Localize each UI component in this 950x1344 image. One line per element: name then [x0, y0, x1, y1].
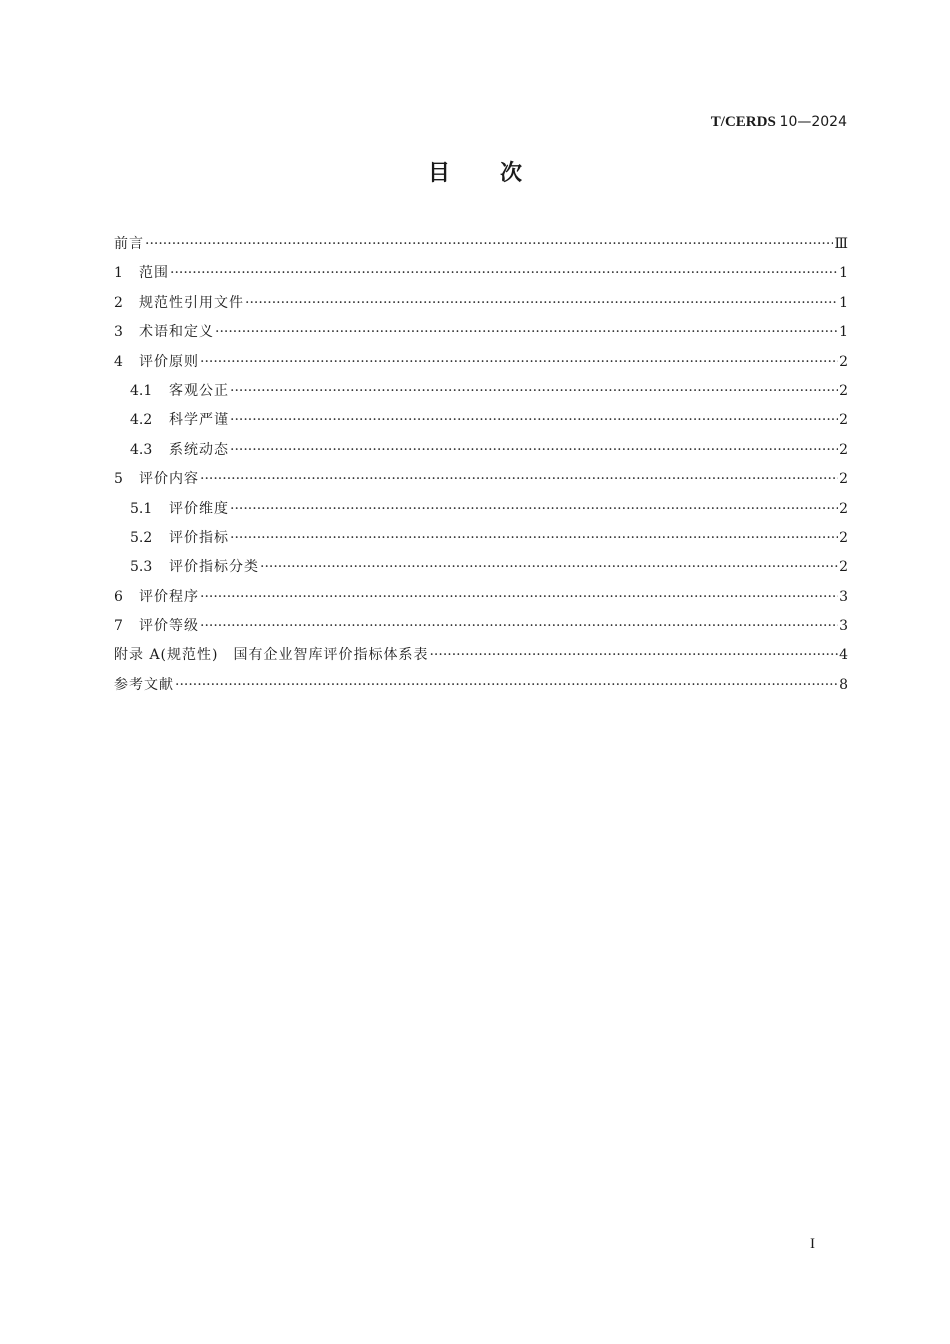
- toc-entry[interactable]: [114, 641, 848, 670]
- toc-dot-leader: [230, 436, 838, 465]
- toc-dot-leader: [200, 465, 838, 494]
- toc-entry[interactable]: [114, 406, 848, 435]
- toc-entry-label: 参考文献: [114, 676, 174, 693]
- toc-entry[interactable]: [114, 436, 848, 465]
- toc-dot-leader: [200, 612, 838, 641]
- toc-entry-number: 7: [114, 618, 123, 635]
- toc-dot-leader: [230, 495, 838, 524]
- toc-entry-label: 术语和定义: [139, 324, 214, 341]
- toc-dot-leader: [215, 318, 838, 347]
- toc-entry-label: 评价原则: [139, 353, 199, 370]
- toc-entry-number: 4.3: [130, 441, 153, 458]
- toc-entry-number: 1: [114, 265, 123, 282]
- toc-entry-label: 评价指标分类: [169, 559, 259, 576]
- page-number: I: [810, 1236, 815, 1252]
- toc-entry[interactable]: [114, 348, 848, 377]
- toc-entry-number: 2: [114, 294, 123, 311]
- toc-dot-leader: [145, 230, 833, 259]
- toc-entry-label: 评价内容: [139, 471, 199, 488]
- toc-entry-page: 1: [839, 324, 848, 341]
- toc-entry-page: Ⅲ: [834, 236, 848, 252]
- toc-entry-label: 附录 A(规范性) 国有企业智库评价指标体系表: [114, 647, 429, 664]
- toc-entry[interactable]: [114, 671, 848, 700]
- toc-entry-label: 评价程序: [139, 588, 199, 605]
- document-code: [711, 114, 847, 131]
- toc-entry-page: 2: [839, 471, 848, 488]
- toc-entry-number: 5.3: [130, 559, 153, 576]
- toc-entry[interactable]: [114, 495, 848, 524]
- toc-entry-page: 2: [839, 529, 848, 546]
- toc-dot-leader: [200, 583, 838, 612]
- toc-entry-page: 2: [839, 559, 848, 576]
- toc-entry-label: 科学严谨: [169, 412, 229, 429]
- table-of-contents: [114, 230, 848, 700]
- toc-entry-number: 4.1: [130, 382, 153, 399]
- toc-entry-label: 系统动态: [169, 441, 229, 458]
- toc-entry[interactable]: [114, 318, 848, 347]
- toc-entry-page: 8: [839, 676, 848, 693]
- toc-entry-page: 3: [839, 618, 848, 635]
- toc-entry[interactable]: [114, 553, 848, 582]
- toc-entry-label: 评价等级: [139, 618, 199, 635]
- toc-entry[interactable]: [114, 524, 848, 553]
- toc-dot-leader: [230, 524, 838, 553]
- toc-entry[interactable]: [114, 583, 848, 612]
- toc-entry-page: 2: [839, 382, 848, 399]
- toc-entry-page: 2: [839, 500, 848, 517]
- toc-entry-page: 2: [839, 441, 848, 458]
- toc-entry[interactable]: [114, 289, 848, 318]
- toc-entry[interactable]: [114, 465, 848, 494]
- toc-dot-leader: [245, 289, 838, 318]
- toc-entry-page: 3: [839, 588, 848, 605]
- toc-entry-page: 1: [839, 265, 848, 282]
- toc-entry-label: 客观公正: [169, 382, 229, 399]
- document-code-prefix: T/CERDS: [710, 114, 776, 130]
- toc-entry-page: 2: [839, 412, 848, 429]
- toc-entry-label: 前言: [114, 236, 144, 252]
- toc-entry-number: 4.2: [130, 412, 153, 429]
- toc-entry-number: 3: [114, 324, 123, 341]
- toc-dot-leader: [429, 641, 838, 670]
- toc-entry[interactable]: [114, 259, 848, 288]
- toc-entry-number: 5.1: [130, 500, 153, 517]
- toc-entry-number: 5: [114, 471, 123, 488]
- toc-entry-label: 评价维度: [169, 500, 229, 517]
- toc-entry-page: 4: [839, 647, 848, 664]
- toc-entry-number: 4: [114, 353, 123, 370]
- toc-dot-leader: [200, 348, 838, 377]
- toc-entry[interactable]: [114, 230, 848, 259]
- toc-entry-page: 1: [839, 294, 848, 311]
- toc-entry[interactable]: [114, 612, 848, 641]
- toc-entry-number: 5.2: [130, 529, 153, 546]
- toc-entry-number: 6: [114, 588, 123, 605]
- toc-entry-label: 范围: [139, 265, 169, 282]
- toc-entry[interactable]: [114, 377, 848, 406]
- toc-dot-leader: [230, 406, 838, 435]
- page-title: 目次: [427, 161, 572, 186]
- toc-entry-page: 2: [839, 353, 848, 370]
- toc-entry-label: 规范性引用文件: [139, 294, 244, 311]
- toc-entry-label: 评价指标: [169, 529, 229, 546]
- toc-dot-leader: [170, 259, 838, 288]
- toc-dot-leader: [260, 553, 838, 582]
- document-code-suffix: 10—2024: [779, 114, 847, 130]
- toc-dot-leader: [175, 671, 838, 700]
- toc-dot-leader: [230, 377, 838, 406]
